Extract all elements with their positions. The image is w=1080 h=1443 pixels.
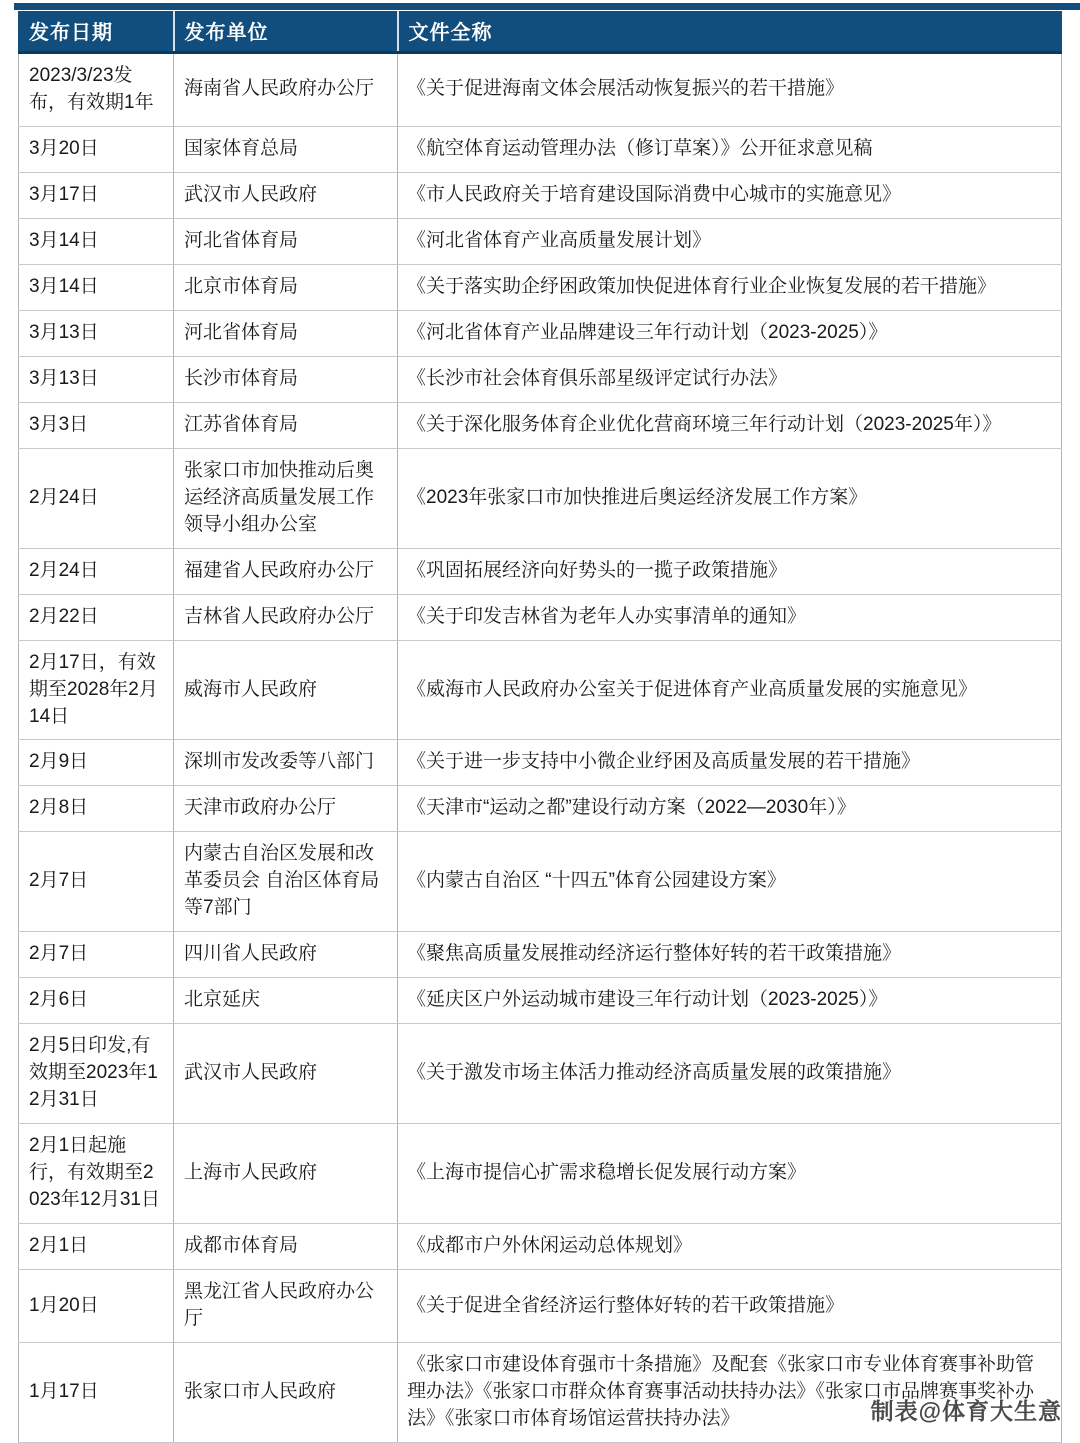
cell-org: 张家口市加快推动后奥运经济高质量发展工作领导小组办公室: [174, 448, 398, 548]
cell-doc: 《航空体育运动管理办法（修订草案）》公开征求意见稿: [398, 126, 1062, 172]
policy-table-container: [18, 11, 1062, 1443]
cell-org: 北京市体育局: [174, 264, 398, 310]
cell-date: 3月13日: [19, 310, 174, 356]
table-body: [19, 53, 1062, 1443]
cell-org: 四川省人民政府: [174, 932, 398, 978]
cell-doc: 《关于促进海南文体会展活动恢复振兴的若干措施》: [398, 53, 1062, 127]
cell-doc: 《聚焦高质量发展推动经济运行整体好转的若干政策措施》: [398, 932, 1062, 978]
table-row: [19, 640, 1062, 740]
cell-date: 2月1日起施行，有效期至2023年12月31日: [19, 1124, 174, 1224]
table-row: [19, 786, 1062, 832]
cell-date: 2月9日: [19, 740, 174, 786]
cell-date: 1月17日: [19, 1342, 174, 1442]
table-row: [19, 126, 1062, 172]
cell-doc: 《内蒙古自治区 “十四五”体育公园建设方案》: [398, 832, 1062, 932]
cell-org: 北京延庆: [174, 978, 398, 1024]
cell-org: 深圳市发改委等八部门: [174, 740, 398, 786]
table-row: [19, 172, 1062, 218]
cell-org: 河北省体育局: [174, 218, 398, 264]
cell-doc: 《天津市“运动之都”建设行动方案（2022—2030年）》: [398, 786, 1062, 832]
cell-date: 3月20日: [19, 126, 174, 172]
cell-date: 2月22日: [19, 594, 174, 640]
cell-doc: 《河北省体育产业高质量发展计划》: [398, 218, 1062, 264]
column-header-doc: 文件全称: [398, 11, 1062, 53]
table-row: [19, 264, 1062, 310]
table-row: [19, 1270, 1062, 1343]
cell-org: 张家口市人民政府: [174, 1342, 398, 1442]
cell-date: 1月20日: [19, 1270, 174, 1343]
cell-doc: 《长沙市社会体育俱乐部星级评定试行办法》: [398, 356, 1062, 402]
cell-org: 江苏省体育局: [174, 402, 398, 448]
table-row: [19, 1024, 1062, 1124]
cell-doc: 《关于促进全省经济运行整体好转的若干政策措施》: [398, 1270, 1062, 1343]
table-row: [19, 978, 1062, 1024]
cell-org: 河北省体育局: [174, 310, 398, 356]
cell-org: 武汉市人民政府: [174, 1024, 398, 1124]
cell-doc: 《河北省体育产业品牌建设三年行动计划（2023-2025）》: [398, 310, 1062, 356]
table-row: [19, 448, 1062, 548]
table-row: [19, 548, 1062, 594]
cell-org: 天津市政府办公厅: [174, 786, 398, 832]
cell-date: 3月3日: [19, 402, 174, 448]
policy-table: [18, 11, 1062, 1443]
cell-org: 威海市人民政府: [174, 640, 398, 740]
table-row: [19, 402, 1062, 448]
table-row: [19, 1224, 1062, 1270]
cell-date: 2月24日: [19, 448, 174, 548]
cell-date: 2023/3/23发布，有效期1年: [19, 53, 174, 127]
cell-org: 福建省人民政府办公厅: [174, 548, 398, 594]
cell-date: 2月6日: [19, 978, 174, 1024]
cell-date: 2月7日: [19, 832, 174, 932]
table-row: [19, 1124, 1062, 1224]
cell-org: 武汉市人民政府: [174, 172, 398, 218]
cell-org: 海南省人民政府办公厅: [174, 53, 398, 127]
table-row: [19, 356, 1062, 402]
cell-doc: 《关于印发吉林省为老年人办实事清单的通知》: [398, 594, 1062, 640]
cell-org: 长沙市体育局: [174, 356, 398, 402]
column-header-date: 发布日期: [19, 11, 174, 53]
table-row: [19, 310, 1062, 356]
cell-doc: 《张家口市建设体育强市十条措施》及配套《张家口市专业体育赛事补助管理办法》《张家口市群众体育赛事活动扶持办法》《张家口市品牌赛事奖补办法》《张家口市体育场馆运营扶持办法》: [398, 1342, 1062, 1442]
table-header-row: [19, 11, 1062, 53]
cell-date: 3月13日: [19, 356, 174, 402]
cell-date: 2月5日印发,有效期至2023年12月31日: [19, 1024, 174, 1124]
cell-org: 上海市人民政府: [174, 1124, 398, 1224]
cell-org: 内蒙古自治区发展和改革委员会 自治区体育局等7部门: [174, 832, 398, 932]
cell-doc: 《成都市户外休闲运动总体规划》: [398, 1224, 1062, 1270]
cell-date: 3月17日: [19, 172, 174, 218]
table-row: [19, 218, 1062, 264]
cell-date: 2月7日: [19, 932, 174, 978]
table-row: [19, 932, 1062, 978]
cell-org: 吉林省人民政府办公厅: [174, 594, 398, 640]
cell-doc: 《关于深化服务体育企业优化营商环境三年行动计划（2023-2025年）》: [398, 402, 1062, 448]
cell-doc: 《上海市提信心扩需求稳增长促发展行动方案》: [398, 1124, 1062, 1224]
table-row: [19, 594, 1062, 640]
column-header-org: 发布单位: [174, 11, 398, 53]
cell-date: 3月14日: [19, 264, 174, 310]
cell-doc: 《市人民政府关于培育建设国际消费中心城市的实施意见》: [398, 172, 1062, 218]
cell-doc: 《关于进一步支持中小微企业纾困及高质量发展的若干措施》: [398, 740, 1062, 786]
cell-doc: 《关于落实助企纾困政策加快促进体育行业企业恢复发展的若干措施》: [398, 264, 1062, 310]
cell-doc: 《威海市人民政府办公室关于促进体育产业高质量发展的实施意见》: [398, 640, 1062, 740]
cell-date: 2月8日: [19, 786, 174, 832]
cell-doc: 《延庆区户外运动城市建设三年行动计划（2023-2025）》: [398, 978, 1062, 1024]
cell-doc: 《2023年张家口市加快推进后奥运经济发展工作方案》: [398, 448, 1062, 548]
cell-date: 2月17日，有效期至2028年2月14日: [19, 640, 174, 740]
table-row: [19, 832, 1062, 932]
cell-org: 国家体育总局: [174, 126, 398, 172]
cell-doc: 《巩固拓展经济向好势头的一揽子政策措施》: [398, 548, 1062, 594]
cell-org: 成都市体育局: [174, 1224, 398, 1270]
cell-date: 2月24日: [19, 548, 174, 594]
cell-doc: 《关于激发市场主体活力推动经济高质量发展的政策措施》: [398, 1024, 1062, 1124]
cell-date: 3月14日: [19, 218, 174, 264]
table-row: [19, 53, 1062, 127]
cell-org: 黑龙江省人民政府办公厅: [174, 1270, 398, 1343]
table-row: [19, 740, 1062, 786]
cell-date: 2月1日: [19, 1224, 174, 1270]
credit-text: 制表@体育大生意: [870, 1398, 1062, 1424]
table-top-border: [14, 3, 1080, 10]
